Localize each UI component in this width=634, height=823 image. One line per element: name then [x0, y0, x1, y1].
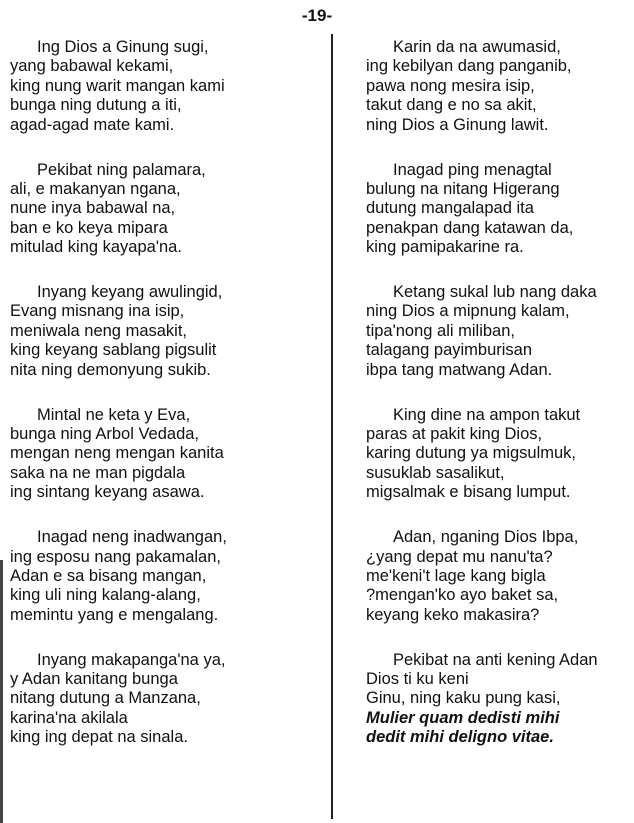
- verse-line: king keyang sablang pigsulit: [10, 341, 217, 360]
- stanza: [366, 528, 634, 625]
- verse-line: nita ning demonyung sukib.: [10, 360, 211, 379]
- verse-line: bunga ning Arbol Vedada,: [10, 425, 200, 443]
- verse-line: talagang payimburisan: [366, 341, 533, 360]
- verse-line: Ketang sukal lub nang daka: [393, 283, 597, 302]
- stanza: [10, 38, 322, 135]
- verse-line: ning Dios a mipnung kalam,: [366, 302, 570, 321]
- verse-line: Evang misnang ina isip,: [10, 302, 185, 321]
- stanza: [366, 283, 634, 380]
- stanza: [366, 651, 634, 748]
- verse-line: yang babawal kekami,: [10, 57, 174, 76]
- verse-line: nitang dutung a Manzana,: [10, 689, 201, 708]
- scan-edge: [0, 560, 3, 823]
- verse-line: King dine na ampon takut: [393, 405, 581, 424]
- verse-line: Adan, nganing Dios Ibpa,: [393, 528, 579, 547]
- verse-line: Pekibat na anti kening Adan: [393, 650, 598, 669]
- verse-line: agad-agad mate kami.: [10, 115, 175, 134]
- verse-line: Adan e sa bisang mangan,: [10, 566, 207, 585]
- verse-line: Inagad neng inadwangan,: [37, 528, 227, 547]
- verse-line: king uli ning kalang-alang,: [10, 586, 201, 605]
- latin-verse-line: Mulier quam dedisti mihi: [366, 708, 560, 727]
- column-divider: [331, 34, 333, 819]
- stanza: [10, 283, 322, 380]
- verse-line: ing kebilyan dang panganib,: [366, 57, 572, 76]
- verse-line: keyang keko makasira?: [366, 605, 540, 624]
- stanza: [10, 651, 322, 748]
- verse-line: ing esposu nang pakamalan,: [10, 547, 221, 566]
- verse-line: king pamipakarine ra.: [366, 238, 524, 257]
- verse-line: Karin da na awumasid,: [393, 38, 561, 56]
- verse-line: karing dutung ya migsulmuk,: [366, 444, 577, 463]
- verse-line: Ing Dios a Ginung sugi,: [37, 38, 209, 56]
- latin-verse-line: dedit mihi deligno vitae.: [366, 728, 554, 747]
- stanza: [10, 528, 322, 625]
- stanza: [10, 161, 322, 258]
- stanza: [366, 161, 634, 258]
- page-number: -19-: [301, 6, 333, 25]
- verse-line: me'keni't lage kang bigla: [366, 566, 546, 585]
- verse-line: Inyang keyang awulingid,: [37, 283, 223, 302]
- verse-line: mitulad king kayapa'na.: [10, 238, 182, 257]
- verse-line: Pekibat ning palamara,: [37, 160, 206, 179]
- left-column: [10, 38, 322, 773]
- verse-line: ¿yang depat mu nanu'ta?: [366, 547, 553, 566]
- verse-line: ibpa tang matwang Adan.: [366, 360, 553, 379]
- verse-line: takut dang e no sa akit,: [366, 96, 537, 115]
- verse-line: meniwala neng masakit,: [10, 321, 188, 340]
- verse-line: saka na ne man pigdala: [10, 463, 186, 482]
- verse-line: ing sintang keyang asawa.: [10, 483, 205, 502]
- verse-line: tipa'nong ali miliban,: [366, 321, 515, 340]
- verse-line: Mintal ne keta y Eva,: [37, 405, 191, 424]
- right-column: [366, 38, 634, 773]
- verse-line: y Adan kanitang bunga: [10, 670, 178, 689]
- verse-line: ali, e makanyan ngana,: [10, 179, 181, 198]
- verse-line: penakpan dang katawan da,: [366, 218, 574, 237]
- verse-line: Dios ti ku keni: [366, 670, 469, 689]
- verse-line: bunga ning dutung a iti,: [10, 96, 182, 115]
- verse-line: ning Dios a Ginung lawit.: [366, 115, 549, 134]
- verse-line: susuklab sasalikut,: [366, 463, 505, 482]
- verse-line: bulung na nitang Higerang: [366, 179, 560, 198]
- verse-line: pawa nong mesira isip,: [366, 76, 535, 95]
- verse-line: Inyang makapanga'na ya,: [37, 650, 226, 669]
- verse-line: Ginu, ning kaku pung kasi,: [366, 689, 561, 708]
- verse-line: paras at pakit king Dios,: [366, 425, 543, 443]
- verse-line: king ing depat na sinala.: [10, 728, 188, 747]
- verse-line: dutung mangalapad ita: [366, 199, 534, 218]
- stanza: [366, 38, 634, 135]
- verse-line: mengan neng mengan kanita: [10, 444, 224, 463]
- verse-line: ?mengan'ko ayo baket sa,: [366, 586, 559, 605]
- verse-line: nune inya babawal na,: [10, 199, 176, 218]
- verse-line: king nung warit mangan kami: [10, 76, 225, 95]
- verse-line: migsalmak e bisang lumput.: [366, 483, 571, 502]
- stanza: [10, 406, 322, 503]
- verse-line: karina'na akilala: [10, 708, 128, 727]
- verse-line: Inagad ping menagtal: [393, 160, 552, 179]
- stanza: [366, 406, 634, 503]
- verse-line: ban e ko keya mipara: [10, 218, 168, 237]
- verse-line: memintu yang e mengalang.: [10, 605, 219, 624]
